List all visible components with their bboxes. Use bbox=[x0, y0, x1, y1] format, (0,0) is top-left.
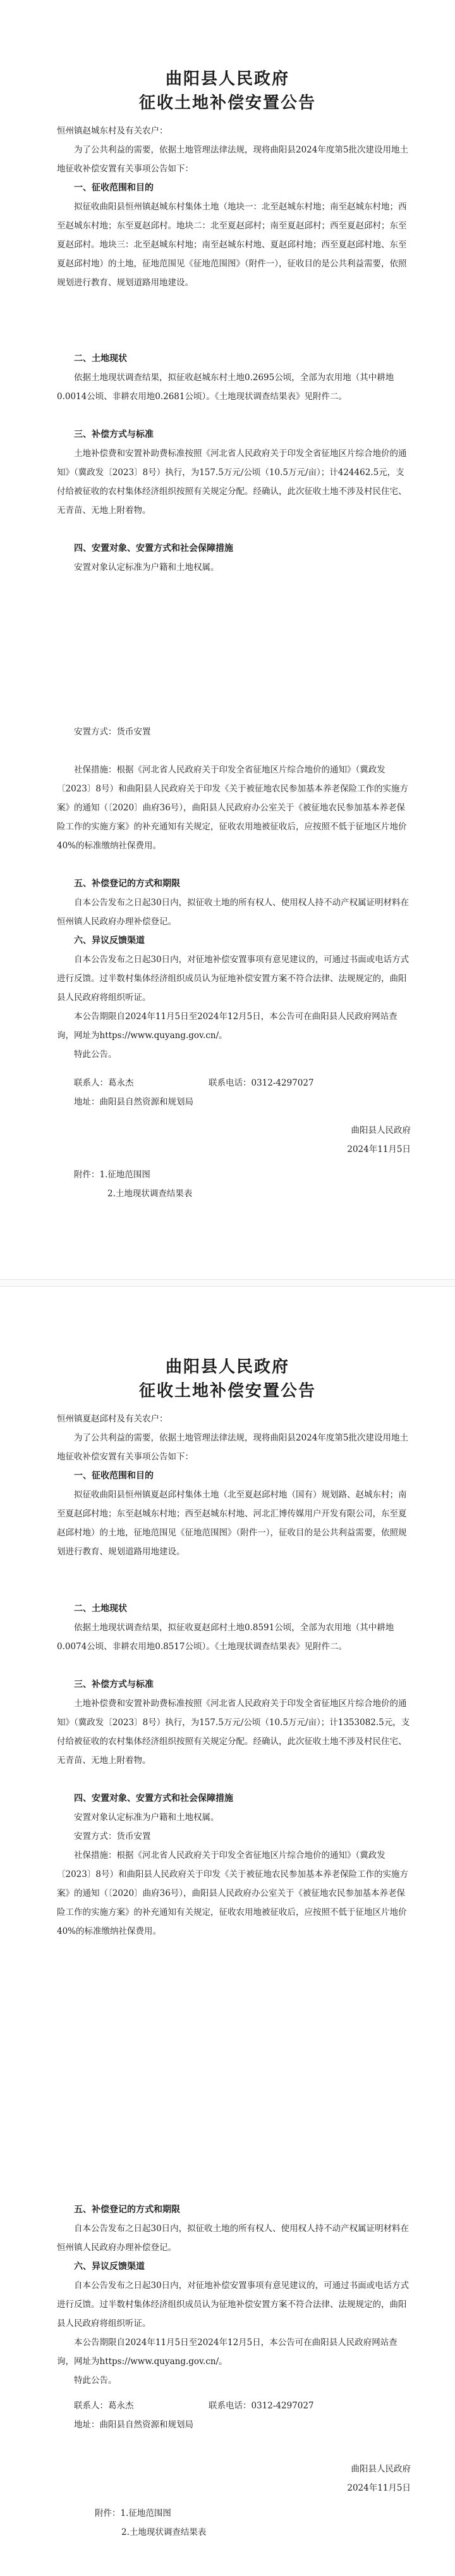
title-line-1: 曲阳县人民政府 bbox=[165, 70, 289, 89]
social-security-paragraph: 社保措施：根据《河北省人民政府关于印发全省征地区片综合地价的通知》（冀政发〔2023〕8号）和曲阳县人民政府关于印发《关于被征地农民参加基本养老保险工作的实施方案》的通知（〔2020〕曲府36号），曲阳县人民政府办公室关于《被征地农民参加基本养老保险工作的实施方案》的补充通知有关规定，征收农用地被征收后，应按照不低于征地区片地价40%的标准缴纳社保费用。 bbox=[57, 765, 408, 851]
section-heading-status: 二、土地现状 bbox=[74, 1604, 127, 1614]
closing-remark: 特此公告。 bbox=[74, 2375, 117, 2386]
section-heading-registration: 五、补偿登记的方式和期限 bbox=[74, 2205, 180, 2215]
notice-page-2 bbox=[0, 1288, 455, 2576]
title-line-2: 征收土地补偿安置公告 bbox=[138, 94, 316, 113]
resettlement-target: 安置对象认定标准为户籍和土地权属。 bbox=[74, 562, 219, 573]
scope-paragraph: 拟征收曲阳县恒州镇赵城东村集体土地（地块一：北至赵城东村地；南至赵城东村地；西至赵城东村地；东至夏赵邱村。地块二：北至夏赵邱村；南至夏赵邱村；西至夏赵邱村；东至夏赵邱村。地块三：北至赵城东村地；南至赵城东村地、夏赵邱村地；西至夏赵邱村地、东至夏赵邱村地）的土地，征地范围见《征地范围图》（附件一），征收目的是公共利益需要，依照规划进行教育、规划道路用地建设。 bbox=[57, 202, 407, 288]
feedback-paragraph: 自本公告发布之日起30日内，对征地补偿安置事项有意见建议的，可通过书面或电话方式进行反馈。过半数村集体经济组织成员认为征地补偿安置方案不符合法律、法规规定的，曲阳县人民政府将组织听证。 bbox=[57, 955, 410, 1003]
attachment-2: 2.土地现状调查结果表 bbox=[121, 2527, 207, 2537]
section-heading-feedback: 六、异议反馈渠道 bbox=[74, 936, 145, 946]
closing-remark: 特此公告。 bbox=[74, 1050, 117, 1060]
title-line-1: 曲阳县人民政府 bbox=[165, 1358, 289, 1377]
notice-page-1 bbox=[0, 0, 455, 1278]
compensation-paragraph: 土地补偿费和安置补助费标准按照《河北省人民政府关于印发全省征地区片综合地价的通知》（冀政发〔2023〕8号）执行，为157.5万元/公顷（10.5万元/亩）；计1353082.5元，支付给被征收的农村集体经济组织按照有关规定分配。经确认，此次征收土地不涉及村民住宅、无青苗、无地上附着物。 bbox=[57, 1699, 410, 1766]
section-heading-registration: 五、补偿登记的方式和期限 bbox=[74, 879, 180, 889]
contact-phone: 联系电话：0312-4297027 bbox=[209, 2401, 314, 2411]
attachment-2: 2.土地现状调查结果表 bbox=[107, 1189, 193, 1199]
section-heading-feedback: 六、异议反馈渠道 bbox=[74, 2262, 145, 2272]
section-heading-scope: 一、征收范围和目的 bbox=[74, 1471, 154, 1481]
section-heading-compensation: 三、补偿方式与标准 bbox=[74, 430, 154, 440]
intro-paragraph: 为了公共利益的需要，依据土地管理法律法规，现将曲阳县2024年度第5批次建设用地土地征收补偿安置有关事项公告如下： bbox=[57, 1433, 408, 1462]
section-heading-resettlement: 四、安置对象、安置方式和社会保障措施 bbox=[74, 543, 233, 554]
issue-date: 2024年11月5日 bbox=[347, 1144, 411, 1155]
resettlement-target: 安置对象认定标准为户籍和土地权属。 bbox=[74, 1812, 219, 1823]
title-line-2: 征收土地补偿安置公告 bbox=[138, 1382, 316, 1401]
addressee: 恒州镇赵城东村及有关农户： bbox=[57, 126, 168, 136]
contact-address: 地址：曲阳县自然资源和规划局 bbox=[74, 2420, 193, 2430]
social-security-paragraph: 社保措施：根据《河北省人民政府关于印发全省征地区片综合地价的通知》（冀政发〔2023〕8号）和曲阳县人民政府关于印发《关于被征地农民参加基本养老保险工作的实施方案》的通知（〔2020〕曲府36号），曲阳县人民政府办公室关于《被征地农民参加基本养老保险工作的实施方案》的补充通知有关规定，征收农用地被征收后，应按照不低于征地区片地价40%的标准缴纳社保费用。 bbox=[57, 1850, 408, 1936]
notice-title bbox=[0, 67, 455, 115]
resettlement-method: 安置方式：货币安置 bbox=[74, 727, 151, 737]
feedback-paragraph: 自本公告发布之日起30日内，对征地补偿安置事项有意见建议的，可通过书面或电话方式进行反馈。过半数村集体经济组织成员认为征地补偿安置方案不符合法律、法规规定的，曲阳县人民政府将组织听证。 bbox=[57, 2281, 410, 2329]
status-paragraph: 依据土地现状调查结果，拟征收赵城东村土地0.2695公顷，全部为农用地（其中耕地0.0014公顷、非耕农用地0.2681公顷）。《土地现状调查结果表》见附件二。 bbox=[57, 373, 394, 402]
notice-period-paragraph: 本公告期限自2024年11月5日至2024年12月5日，本公告可在曲阳县人民政府网站查询，网址为https://www.quyang.gov.cn/。 bbox=[57, 2338, 397, 2367]
attachment-1: 附件：1.征地范围图 bbox=[74, 1170, 150, 1180]
scope-paragraph: 拟征收曲阳县恒州镇夏赵邱村集体土地（北至夏赵邱村地（国有）规划路、赵城东村；南至夏赵邱村地；东至赵城东村地；西至赵城东村地、河北汇博传媒用户开发有限公司，东至夏赵邱村地）的土地，征地范围见《征地范围图》（附件一），征收目的是公共利益需要，依照规划进行教育、规划道路用地建设。 bbox=[57, 1490, 407, 1557]
attachment-1: 附件：1.征地范围图 bbox=[95, 2508, 171, 2518]
contact-person: 联系人：葛永杰 bbox=[74, 2401, 134, 2411]
contact-address: 地址：曲阳县自然资源和规划局 bbox=[74, 1097, 193, 1107]
contact-phone: 联系电话：0312-4297027 bbox=[209, 1078, 314, 1088]
section-heading-scope: 一、征收范围和目的 bbox=[74, 183, 154, 193]
page-divider bbox=[0, 1279, 455, 1287]
issuer: 曲阳县人民政府 bbox=[351, 1125, 411, 1136]
notice-title bbox=[0, 1355, 455, 1403]
registration-paragraph: 自本公告发布之日起30日内，拟征收土地的所有权人、使用权人持不动产权属证明材料在恒州镇人民政府办理补偿登记。 bbox=[57, 2224, 410, 2253]
status-paragraph: 依据土地现状调查结果，拟征收夏赵邱村土地0.8591公顷，全部为农用地（其中耕地0.0074公顷、非耕农用地0.8517公顷）。《土地现状调查结果表》见附件二。 bbox=[57, 1623, 394, 1652]
section-heading-status: 二、土地现状 bbox=[74, 354, 127, 364]
contact-person: 联系人：葛永杰 bbox=[74, 1078, 134, 1088]
notice-period-paragraph: 本公告期限自2024年11月5日至2024年12月5日，本公告可在曲阳县人民政府网站查询，网址为https://www.quyang.gov.cn/。 bbox=[57, 1012, 397, 1041]
addressee: 恒州镇夏赵邱村及有关农户： bbox=[57, 1414, 168, 1424]
issue-date: 2024年11月5日 bbox=[347, 2483, 411, 2493]
resettlement-method: 安置方式：货币安置 bbox=[74, 1831, 151, 1842]
compensation-paragraph: 土地补偿费和安置补助费标准按照《河北省人民政府关于印发全省征地区片综合地价的通知》（冀政发〔2023〕8号）执行，为157.5万元/公顷（10.5万元/亩）；计424462.5元，支付给被征收的农村集体经济组织按照有关规定分配。经确认，此次征收土地不涉及村民住宅、无青苗、无地上附着物。 bbox=[57, 449, 407, 516]
section-heading-compensation: 三、补偿方式与标准 bbox=[74, 1680, 154, 1690]
section-heading-resettlement: 四、安置对象、安置方式和社会保障措施 bbox=[74, 1793, 233, 1804]
intro-paragraph: 为了公共利益的需要，依据土地管理法律法规，现将曲阳县2024年度第5批次建设用地土地征收补偿安置有关事项公告如下： bbox=[57, 145, 408, 174]
issuer: 曲阳县人民政府 bbox=[351, 2464, 411, 2474]
registration-paragraph: 自本公告发布之日起30日内，拟征收土地的所有权人、使用权人持不动产权属证明材料在恒州镇人民政府办理补偿登记。 bbox=[57, 898, 410, 927]
